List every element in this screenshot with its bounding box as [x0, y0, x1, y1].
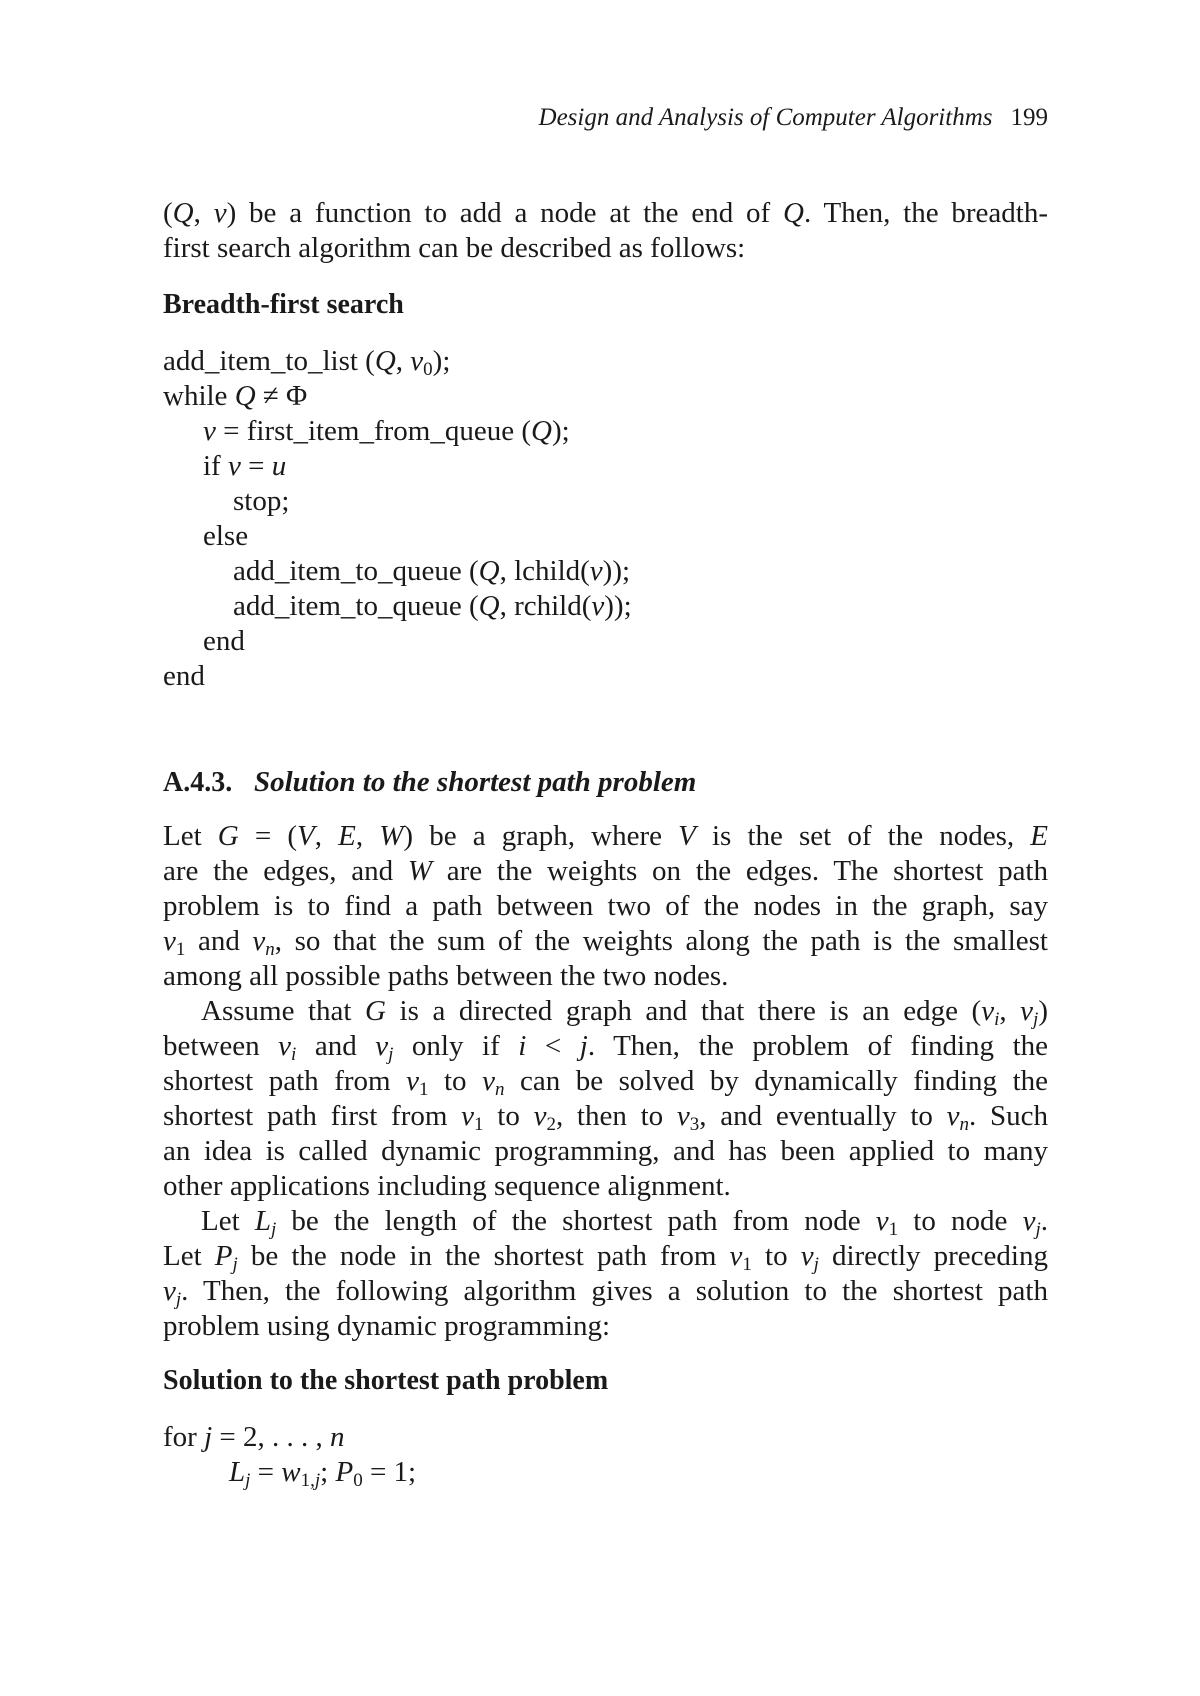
- section-title: Solution to the shortest path problem: [253, 766, 697, 798]
- para2-line-2: between $v_i$ and $v_j$ only if i < j. Then, the problem of finding the: [163, 1030, 1049, 1065]
- bfs-code-line-3: v = first_item_from_queue (Q);: [203, 415, 570, 447]
- bfs-code-line-8: add_item_to_queue (Q, rchild(v));: [233, 590, 632, 622]
- bfs-code-line-9: end: [203, 625, 245, 657]
- para1-line-5: among all possible paths between the two nodes.: [163, 960, 729, 992]
- para2-line-4: shortest path first from $v_1$ to $v_2$, then to $v_3$, and eventually to $v_n$. Such: [163, 1100, 1048, 1135]
- running-title: Design and Analysis of Computer Algorithms: [538, 104, 993, 131]
- para3-line-3: $v_j$. Then, the following algorithm gives a solution to the shortest path: [163, 1275, 1048, 1310]
- bfs-code-line-2: while Q ≠ Φ: [163, 380, 308, 412]
- intro-line-1: (Q, v) be a function to add a node at the end of Q. Then, the breadth-: [163, 197, 1049, 229]
- section-number: A.4.3.: [163, 767, 233, 798]
- bfs-code-line-6: else: [203, 520, 249, 552]
- sp-algo-heading: Solution to the shortest path problem: [163, 1365, 609, 1396]
- running-header: [539, 104, 1048, 132]
- document-page: [163, 0, 1048, 1696]
- page-number: 199: [1010, 104, 1048, 131]
- bfs-code-line-1: add_item_to_list (Q, $v_0$);: [163, 345, 451, 380]
- bfs-code-line-5: stop;: [233, 485, 290, 517]
- bfs-code-line-10: end: [163, 660, 205, 692]
- para1-line-2: are the edges, and W are the weights on the edges. The shortest path: [163, 855, 1048, 887]
- intro-line-2: first search algorithm can be described as follows:: [163, 232, 746, 264]
- sp-code-line-1: for j = 2, . . . , n: [163, 1421, 345, 1453]
- para3-line-4: problem using dynamic programming:: [163, 1310, 611, 1342]
- section-heading: [163, 763, 696, 802]
- sp-code-line-2: $L_j = w_{1,j}$; $P_0 = 1$;: [229, 1456, 417, 1491]
- para2-line-1: Assume that G is a directed graph and that there is an edge ($v_i$, $v_j$): [201, 995, 1048, 1030]
- bfs-heading: Breadth-first search: [163, 289, 404, 320]
- bfs-code-line-4: if v = u: [203, 450, 287, 482]
- para2-line-6: other applications including sequence alignment.: [163, 1170, 731, 1202]
- para1-line-1: Let G = (V, E, W) be a graph, where V is the set of the nodes, E: [163, 820, 1048, 852]
- para3-line-2: Let $P_j$ be the node in the shortest path from $v_1$ to $v_j$ directly preceding: [163, 1240, 1048, 1275]
- para1-line-4: $v_1$ and $v_n$, so that the sum of the weights along the path is the smallest: [163, 925, 1048, 960]
- para1-line-3: problem is to find a path between two of the nodes in the graph, say: [163, 890, 1048, 922]
- para3-line-1: Let $L_j$ be the length of the shortest path from node $v_1$ to node $v_j$.: [201, 1205, 1048, 1240]
- bfs-code-line-7: add_item_to_queue (Q, lchild(v));: [233, 555, 631, 587]
- para2-line-3: shortest path from $v_1$ to $v_n$ can be solved by dynamically finding the: [163, 1065, 1048, 1100]
- para2-line-5: an idea is called dynamic programming, and has been applied to many: [163, 1135, 1048, 1167]
